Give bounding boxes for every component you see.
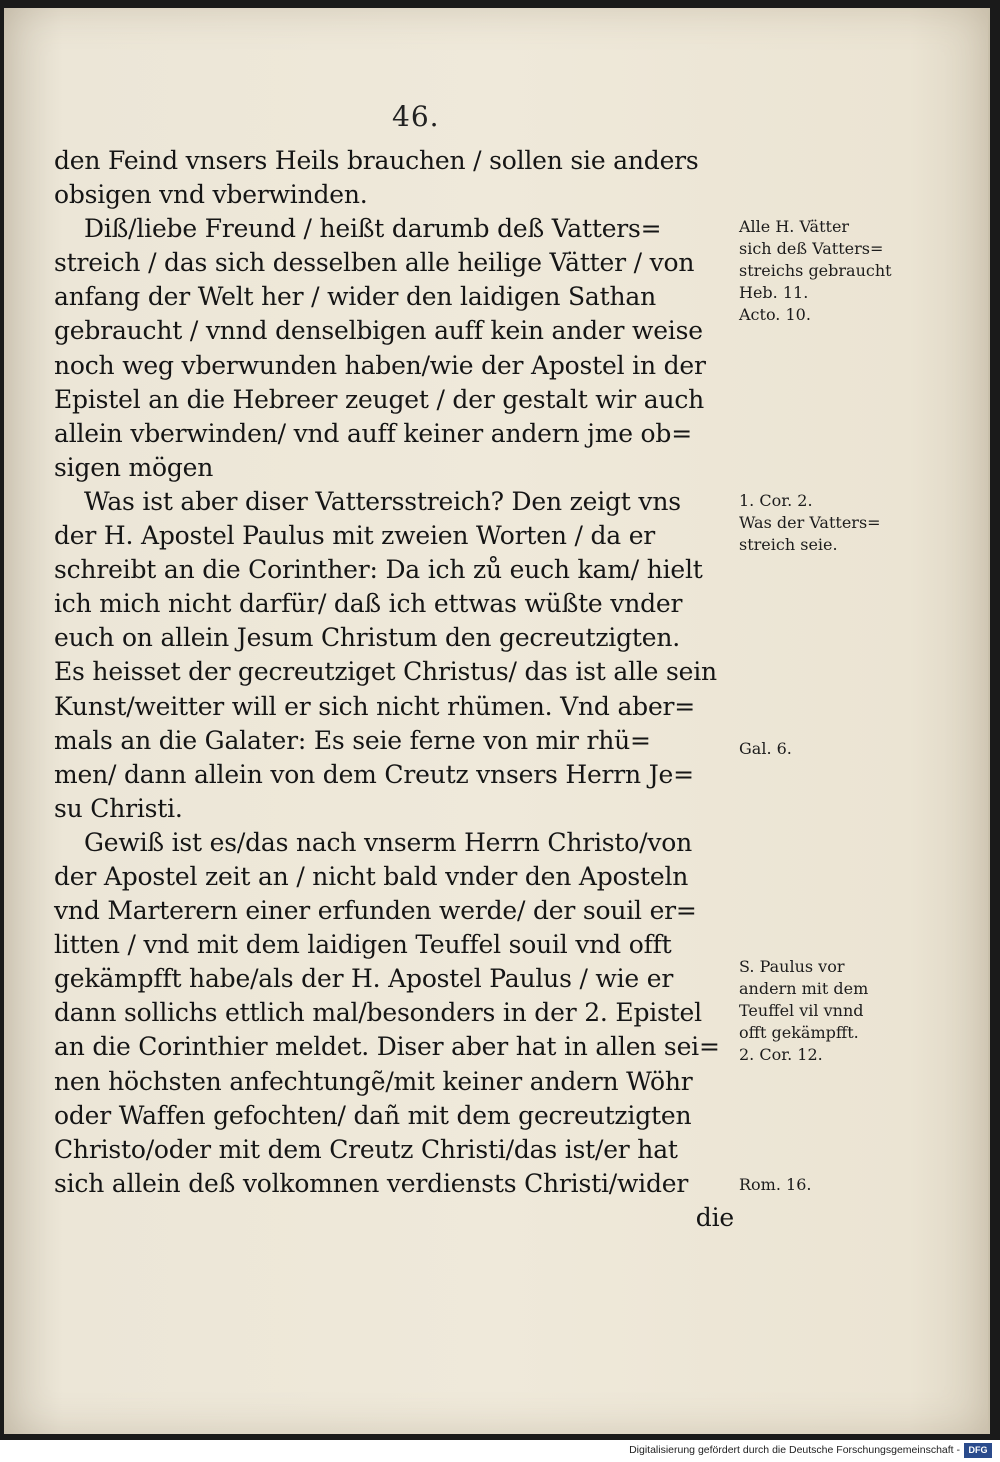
dfg-logo-icon: DFG <box>964 1443 992 1458</box>
margin-note <box>739 490 881 556</box>
text-line: streich / das sich desselben alle heilige Vätter / von <box>54 248 695 278</box>
text-line: der Apostel zeit an / nicht bald vnder den Aposteln <box>54 861 689 891</box>
margin-note-line: Rom. 16. <box>739 1175 812 1194</box>
footer-bar <box>0 1440 1000 1462</box>
text-line: sich allein deß volkomnen verdiensts Christi/wider <box>54 1168 689 1198</box>
margin-note <box>739 1174 811 1196</box>
text-line: anfang der Welt her / wider den laidigen Sathan <box>54 282 656 312</box>
text-line: Kunst/weitter will er sich nicht rhümen. Vnd aber= <box>54 691 696 721</box>
text-line: Epistel an die Hebreer zeuget / der gestalt wir auch <box>54 384 705 414</box>
text-line: ich mich nicht darfür/ daß ich ettwas wüßte vnder <box>54 589 683 619</box>
text-line: Was ist aber diser Vattersstreich? Den zeigt vns <box>84 486 681 516</box>
footer-credit: Digitalisierung gefördert durch die Deutsche Forschungsgemeinschaft - <box>629 1444 960 1456</box>
margin-note-line: Teuffel vil vnnd <box>739 1001 864 1020</box>
margin-note-line: Alle H. Vätter <box>739 217 850 236</box>
page-number: 46. <box>392 100 440 133</box>
catchword: die <box>695 1202 734 1232</box>
margin-note-line: 2. Cor. 12. <box>739 1045 823 1064</box>
margin-note-line: Gal. 6. <box>739 739 792 758</box>
text-line: Diß/liebe Freund / heißt darumb deß Vatters= <box>84 214 662 244</box>
text-line: su Christi. <box>54 793 183 823</box>
text-line: noch weg vberwunden haben/wie der Apostel in der <box>54 350 706 380</box>
margin-note <box>739 216 892 326</box>
margin-note <box>739 956 868 1066</box>
text-line: litten / vnd mit dem laidigen Teuffel souil vnd offt <box>54 930 672 960</box>
margin-note-line: sich deß Vatters= <box>739 239 884 258</box>
text-line: Es heisset der gecreutziget Christus/ das ist alle sein <box>54 657 717 687</box>
text-line: mals an die Galater: Es seie ferne von mir rhü= <box>54 725 651 755</box>
text-line: dann sollichs ettlich mal/besonders in der 2. Epistel <box>54 998 702 1028</box>
text-line: gekämpfft habe/als der H. Apostel Paulus / wie er <box>54 964 674 994</box>
text-line: men/ dann allein von dem Creutz vnsers Herrn Je= <box>54 759 694 789</box>
text-line: an die Corinthier meldet. Diser aber hat in allen sei= <box>54 1032 720 1062</box>
margin-note-line: Acto. 10. <box>739 305 811 324</box>
text-line: nen höchsten anfechtungẽ/mit keiner andern Wöhr <box>54 1066 693 1096</box>
text-line: oder Waffen gefochten/ dañ mit dem gecreutzigten <box>54 1100 692 1130</box>
margin-note-line: streich seie. <box>739 535 838 554</box>
text-line: Christo/oder mit dem Creutz Christi/das ist/er hat <box>54 1134 678 1164</box>
text-line: allein vberwinden/ vnd auff keiner andern jme ob= <box>54 418 692 448</box>
text-line: Gewiß ist es/das nach vnserm Herrn Christo/von <box>84 827 693 857</box>
margin-note-line: 1. Cor. 2. <box>739 491 813 510</box>
text-line: euch on allein Jesum Christum den gecreutzigten. <box>54 623 680 653</box>
margin-note <box>739 738 792 760</box>
margin-note-line: andern mit dem <box>739 979 869 998</box>
margin-note-line: streichs gebraucht <box>739 261 892 280</box>
text-line: den Feind vnsers Heils brauchen / sollen sie anders <box>54 146 699 175</box>
margin-note-line: offt gekämpfft. <box>739 1023 859 1042</box>
margin-note-line: Heb. 11. <box>739 283 809 302</box>
text-line: der H. Apostel Paulus mit zweien Worten / da er <box>54 521 656 551</box>
text-line: schreibt an die Corinther: Da ich zů euch kam/ hielt <box>54 555 703 585</box>
text-line: sigen mögen <box>54 452 214 482</box>
margin-note-line: S. Paulus vor <box>739 957 845 976</box>
text-line: gebraucht / vnnd denselbigen auff kein ander weise <box>54 316 703 346</box>
book-page <box>4 8 990 1434</box>
text-line: vnd Marterern einer erfunden werde/ der souil er= <box>54 896 697 926</box>
body-text <box>54 144 734 1235</box>
margin-note-line: Was der Vatters= <box>739 513 881 532</box>
text-line: obsigen vnd vberwinden. <box>54 180 368 210</box>
